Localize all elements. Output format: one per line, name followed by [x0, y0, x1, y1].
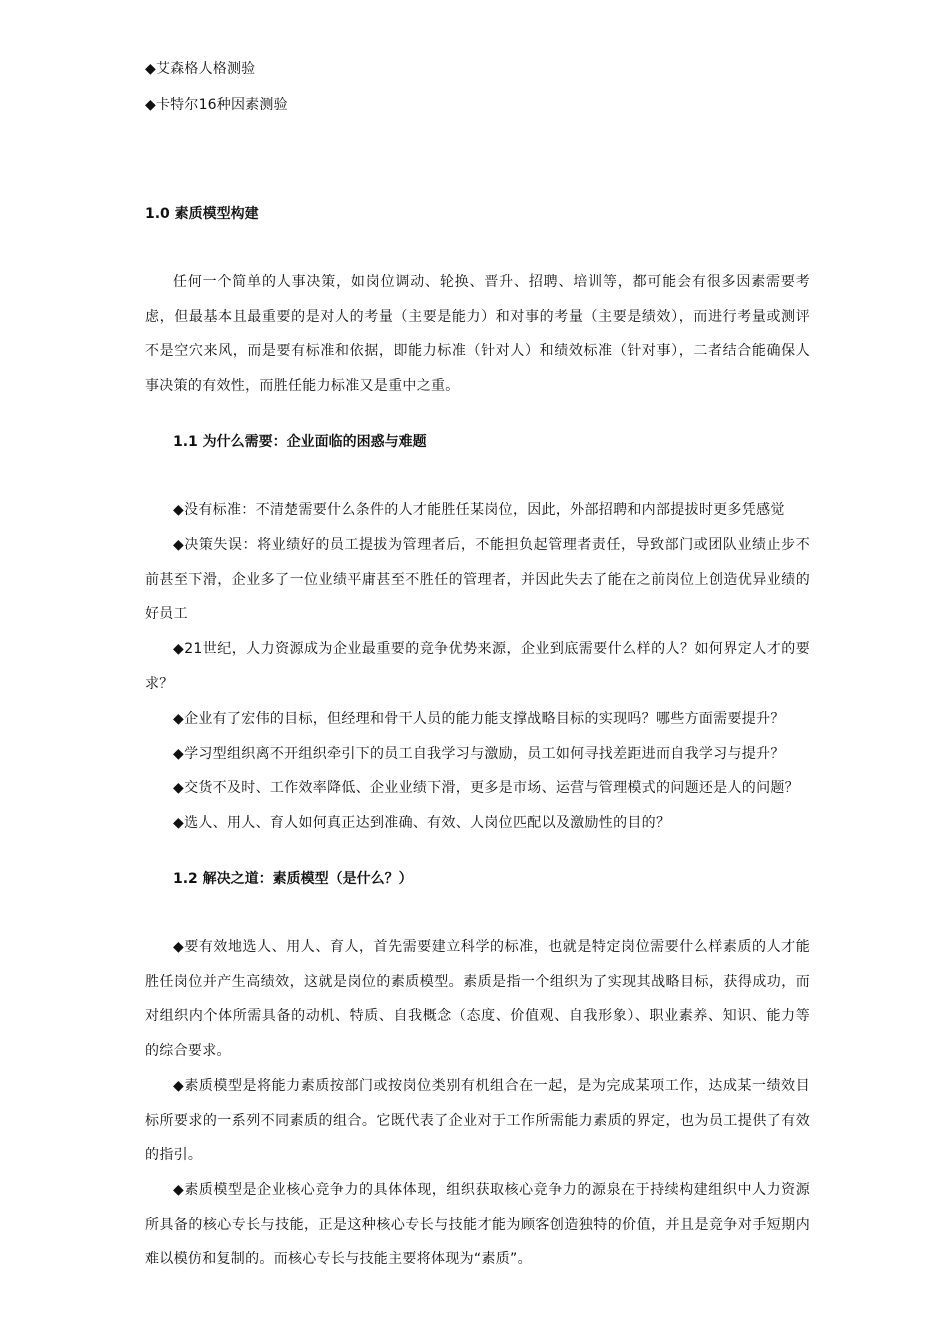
- bullet-cattell-16pf-test: ◆卡特尔16种因素测验: [145, 97, 288, 113]
- paragraph-competency-standard: ◆要有效地选人、用人、育人，首先需要建立科学的标准，也就是特定岗位需要什么样素质的人才能胜任岗位并产生高绩效，这就是岗位的素质模型。素质是指一个组织为了实现其战略目标，获得成功，而对组织内个体所需具备的动机、特质、自我概念（态度、价值观、自我形象）、职业素养、知识、能力等的综合要求。: [145, 939, 810, 1059]
- heading-1-1: 1.1 为什么需要：企业面临的困惑与难题: [173, 434, 427, 450]
- heading-1-2: 1.2 解决之道：素质模型（是什么？）: [173, 871, 413, 887]
- list-item-delivery-issue: ◆交货不及时、工作效率降低、企业业绩下滑，更多是市场、运营与管理模式的问题还是人的问题？: [173, 780, 799, 796]
- list-item-21st-century: ◆21世纪，人力资源成为企业最重要的竞争优势来源，企业到底需要什么样的人？如何界定人才的要求？: [145, 641, 810, 692]
- bullet-eysenck-test: ◆艾森格人格测验: [145, 61, 256, 77]
- list-item-decision-error: ◆决策失误：将业绩好的员工提拔为管理者后，不能担负起管理者责任，导致部门或团队业绩止步不前甚至下滑，企业多了一位业绩平庸甚至不胜任的管理者，并因此失去了能在之前岗位上创造优异业绩的好员工: [145, 537, 810, 622]
- list-item-learning-org: ◆学习型组织离不开组织牵引下的员工自我学习与激励，员工如何寻找差距进而自我学习与提升？: [173, 746, 785, 762]
- heading-1-0: 1.0 素质模型构建: [145, 206, 259, 222]
- paragraph-competency-model-definition: ◆素质模型是将能力素质按部门或按岗位类别有机组合在一起，是为完成某项工作，达成某一绩效目标所要求的一系列不同素质的组合。它既代表了企业对于工作所需能力素质的界定，也为员工提供了有效的指引。: [145, 1078, 810, 1163]
- list-item-ambitious-goal: ◆企业有了宏伟的目标，但经理和骨干人员的能力能支撑战略目标的实现吗？哪些方面需要提升？: [173, 711, 785, 727]
- list-item-no-standard: ◆没有标准：不清楚需要什么条件的人才能胜任某岗位，因此，外部招聘和内部提拔时更多凭感觉: [173, 502, 785, 518]
- paragraph-intro: 任何一个简单的人事决策，如岗位调动、轮换、晋升、招聘、培训等，都可能会有很多因素需要考虑，但最基本且最重要的是对人的考量（主要是能力）和对事的考量（主要是绩效），而进行考量或测评不是空穴来风，而是要有标准和依据，即能力标准（针对人）和绩效标准（针对事），二者结合能确保人事决策的有效性，而胜任能力标准又是重中之重。: [145, 274, 810, 394]
- list-item-select-use-develop: ◆选人、用人、育人如何真正达到准确、有效、人岗位匹配以及激励性的目的？: [173, 815, 671, 831]
- paragraph-core-competitiveness: ◆素质模型是企业核心竞争力的具体体现，组织获取核心竞争力的源泉在于持续构建组织中人力资源所具备的核心专长与技能，正是这种核心专长与技能才能为顾客创造独特的价值，并且是竞争对手短期内难以模仿和复制的。而核心专长与技能主要将体现为“素质”。: [145, 1182, 810, 1267]
